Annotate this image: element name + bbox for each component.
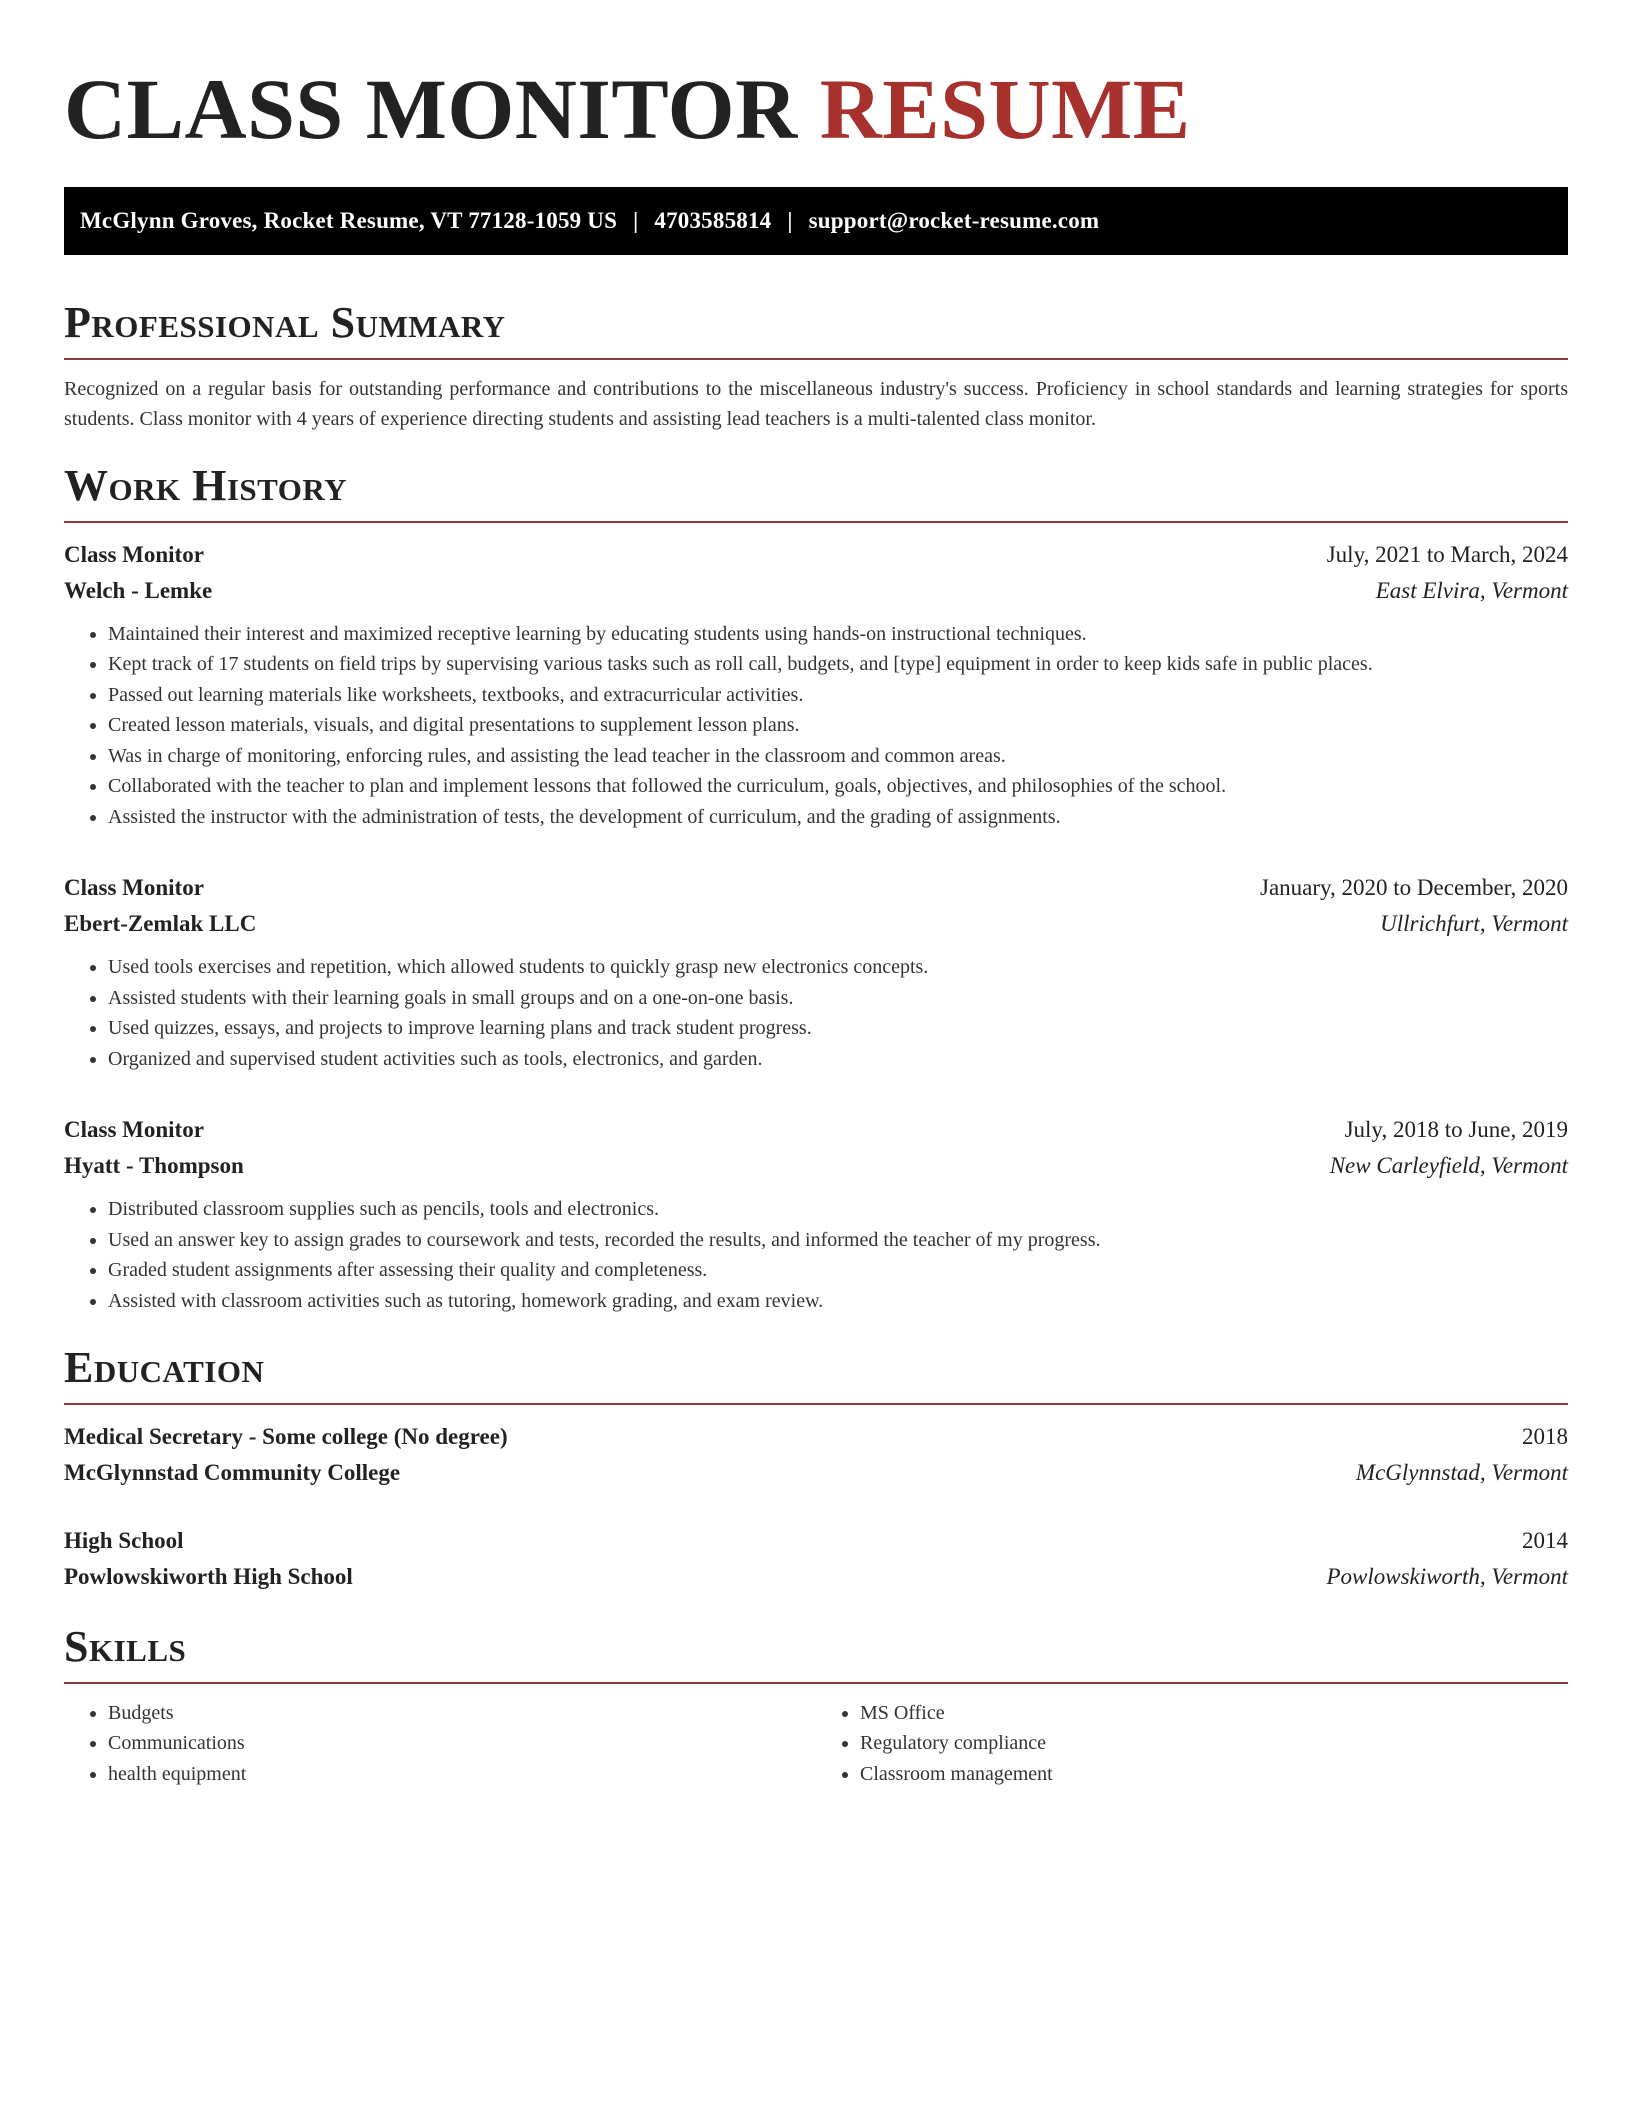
contact-separator: | (787, 208, 793, 234)
skills-columns (64, 1698, 1568, 1790)
job-title: Class Monitor (64, 1117, 204, 1143)
list-item: • Regulatory compliance (860, 1728, 1568, 1759)
education-entry (64, 1419, 1568, 1491)
job-company: Ebert-Zemlak LLC (64, 911, 257, 937)
job-entry (64, 537, 1568, 833)
section-divider (64, 358, 1568, 360)
skills-list-left (64, 1698, 816, 1790)
education-school: McGlynnstad Community College (64, 1460, 401, 1486)
education-degree: Medical Secretary - Some college (No degree) (64, 1424, 508, 1450)
education-school-row (64, 1559, 1568, 1595)
resume-title (64, 58, 1568, 161)
contact-phone[interactable]: 4703585814 (654, 208, 772, 234)
list-item: • Passed out learning materials like worksheets, textbooks, and extracurricular activities. (108, 680, 1568, 711)
section-divider (64, 1682, 1568, 1684)
skills-heading: Skills (64, 1622, 187, 1672)
list-item: • health equipment (108, 1759, 816, 1790)
job-dates: January, 2020 to December, 2020 (1260, 875, 1568, 901)
education-degree: High School (64, 1528, 184, 1554)
skills-list-right (816, 1698, 1568, 1790)
list-item: • Communications (108, 1728, 816, 1759)
list-item: • Budgets (108, 1698, 816, 1729)
list-item: • Assisted students with their learning goals in small groups and on a one-on-one basis. (108, 983, 1568, 1014)
list-item: • Created lesson materials, visuals, and digital presentations to supplement lesson plans. (108, 710, 1568, 741)
title-main: CLASS MONITOR (64, 61, 798, 157)
summary-text: Recognized on a regular basis for outstanding performance and contributions to the miscellaneous industry's success. Proficiency in school standards and learning strategies for sports students. Class monitor with 4 years of experience directing students and assisting lead teachers is a multi-talented class monitor. (64, 377, 1568, 430)
education-school: Powlowskiworth High School (64, 1564, 353, 1590)
education-school-row (64, 1455, 1568, 1491)
list-item: • Used an answer key to assign grades to coursework and tests, recorded the results, and informed the teacher of my progress. (108, 1225, 1568, 1256)
education-degree-row (64, 1419, 1568, 1455)
list-item: • MS Office (860, 1698, 1568, 1729)
education-degree-row (64, 1523, 1568, 1559)
section-divider (64, 1403, 1568, 1405)
summary-section (64, 297, 1568, 434)
title-accent: RESUME (819, 61, 1191, 157)
work-history-section (64, 460, 1568, 1316)
job-title: Class Monitor (64, 541, 204, 567)
job-header-row (64, 870, 1568, 906)
education-heading: Education (64, 1343, 265, 1393)
job-company-row (64, 573, 1568, 609)
contact-separator: | (633, 208, 639, 234)
list-item: • Graded student assignments after assessing their quality and completeness. (108, 1255, 1568, 1286)
job-location: New Carleyfield, Vermont (1329, 1153, 1568, 1179)
education-entry (64, 1523, 1568, 1595)
list-item: • Assisted with classroom activities such as tutoring, homework grading, and exam review. (108, 1286, 1568, 1317)
list-item: • Used tools exercises and repetition, which allowed students to quickly grasp new electronics concepts. (108, 952, 1568, 983)
job-location: Ullrichfurt, Vermont (1380, 911, 1568, 937)
education-location: Powlowskiworth, Vermont (1326, 1564, 1568, 1590)
job-entry (64, 870, 1568, 1074)
job-bullets (64, 952, 1568, 1074)
list-item: • Kept track of 17 students on field trips by supervising various tasks such as roll call, budgets, and [type] equipment in order to keep kids safe in public places. (108, 649, 1568, 680)
job-entry (64, 1112, 1568, 1316)
job-title: Class Monitor (64, 875, 204, 901)
contact-bar (64, 187, 1568, 255)
list-item: • Classroom management (860, 1759, 1568, 1790)
job-company-row (64, 906, 1568, 942)
contact-address: McGlynn Groves, Rocket Resume, VT 77128-1059 US (80, 208, 618, 234)
education-year: 2018 (1522, 1424, 1568, 1450)
list-item: • Assisted the instructor with the administration of tests, the development of curriculum, and the grading of assignments. (108, 802, 1568, 833)
skills-section (64, 1621, 1568, 1789)
list-item: • Was in charge of monitoring, enforcing rules, and assisting the lead teacher in the classroom and common areas. (108, 741, 1568, 772)
job-company-row (64, 1148, 1568, 1184)
contact-email[interactable]: support@rocket-resume.com (808, 208, 1100, 234)
education-location: McGlynnstad, Vermont (1355, 1460, 1568, 1486)
job-header-row (64, 1112, 1568, 1148)
list-item: • Organized and supervised student activities such as tools, electronics, and garden. (108, 1044, 1568, 1075)
job-bullets (64, 619, 1568, 833)
section-divider (64, 521, 1568, 523)
list-item: • Distributed classroom supplies such as pencils, tools and electronics. (108, 1194, 1568, 1225)
job-bullets (64, 1194, 1568, 1316)
job-location: East Elvira, Vermont (1375, 577, 1568, 603)
list-item: • Maintained their interest and maximized receptive learning by educating students using hands-on instructional techniques. (108, 619, 1568, 650)
list-item: • Used quizzes, essays, and projects to improve learning plans and track student progress. (108, 1013, 1568, 1044)
job-dates: July, 2021 to March, 2024 (1326, 541, 1568, 567)
job-company: Hyatt - Thompson (64, 1153, 244, 1179)
summary-heading: Professional Summary (64, 298, 506, 348)
education-year: 2014 (1522, 1528, 1568, 1554)
job-dates: July, 2018 to June, 2019 (1344, 1117, 1568, 1143)
list-item: • Collaborated with the teacher to plan and implement lessons that followed the curriculum, goals, objectives, and philosophies of the school. (108, 771, 1568, 802)
education-section (64, 1342, 1568, 1595)
job-header-row (64, 537, 1568, 573)
job-company: Welch - Lemke (64, 577, 213, 603)
work-history-heading: Work History (64, 460, 348, 510)
